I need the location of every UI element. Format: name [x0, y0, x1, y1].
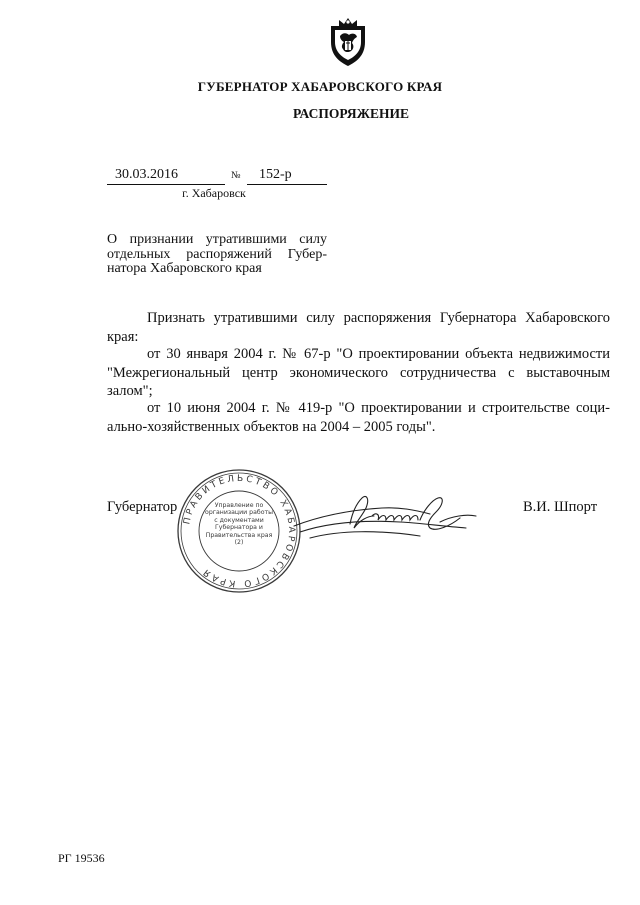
- date-underline: [107, 184, 225, 185]
- signatory-name: В.И. Шпорт: [523, 499, 598, 515]
- seal-center-text: Управление по организации работы с документами Губернатора и Правительства края (2): [205, 502, 273, 547]
- document-number: 152-р: [259, 167, 292, 182]
- handwritten-signature: [290, 486, 480, 546]
- body-paragraph-1: Признать утратившими силу распоряжения Губернатора Хабаровского края:: [107, 310, 610, 345]
- body-paragraph-3: от 10 июня 2004 г. № 419-р "О проектировании и строительстве соци-ально-хозяйственных объектов на 2004 – 2005 годы".: [107, 400, 610, 435]
- registration-code: РГ 19536: [58, 851, 105, 865]
- document-type: РАСПОРЯЖЕНИЕ: [292, 106, 410, 121]
- number-sign: №: [231, 170, 241, 181]
- official-seal: [176, 468, 302, 594]
- city-label: г. Хабаровск: [182, 186, 246, 200]
- registration-line: [107, 167, 327, 185]
- governor-title: ГУБЕРНАТОР ХАБАРОВСКОГО КРАЯ: [197, 79, 443, 94]
- signatory-title: Губернатор: [107, 499, 178, 515]
- seal-ring-text: ПРАВИТЕЛЬСТВО ХАБАРОВСКОГО КРАЯ: [182, 473, 297, 589]
- document-date: 30.03.2016: [115, 167, 178, 182]
- document-subject: О признании утратившими силу отдельных распоряжений Губер-натора Хабаровского края: [107, 232, 327, 276]
- coat-of-arms-icon: [326, 14, 370, 68]
- body-paragraph-2: от 30 января 2004 г. № 67-р "О проектировании объекта недвижимости "Межрегиональный центр экономического сотрудничества с выставочным залом";: [107, 346, 610, 399]
- number-underline: [247, 184, 327, 185]
